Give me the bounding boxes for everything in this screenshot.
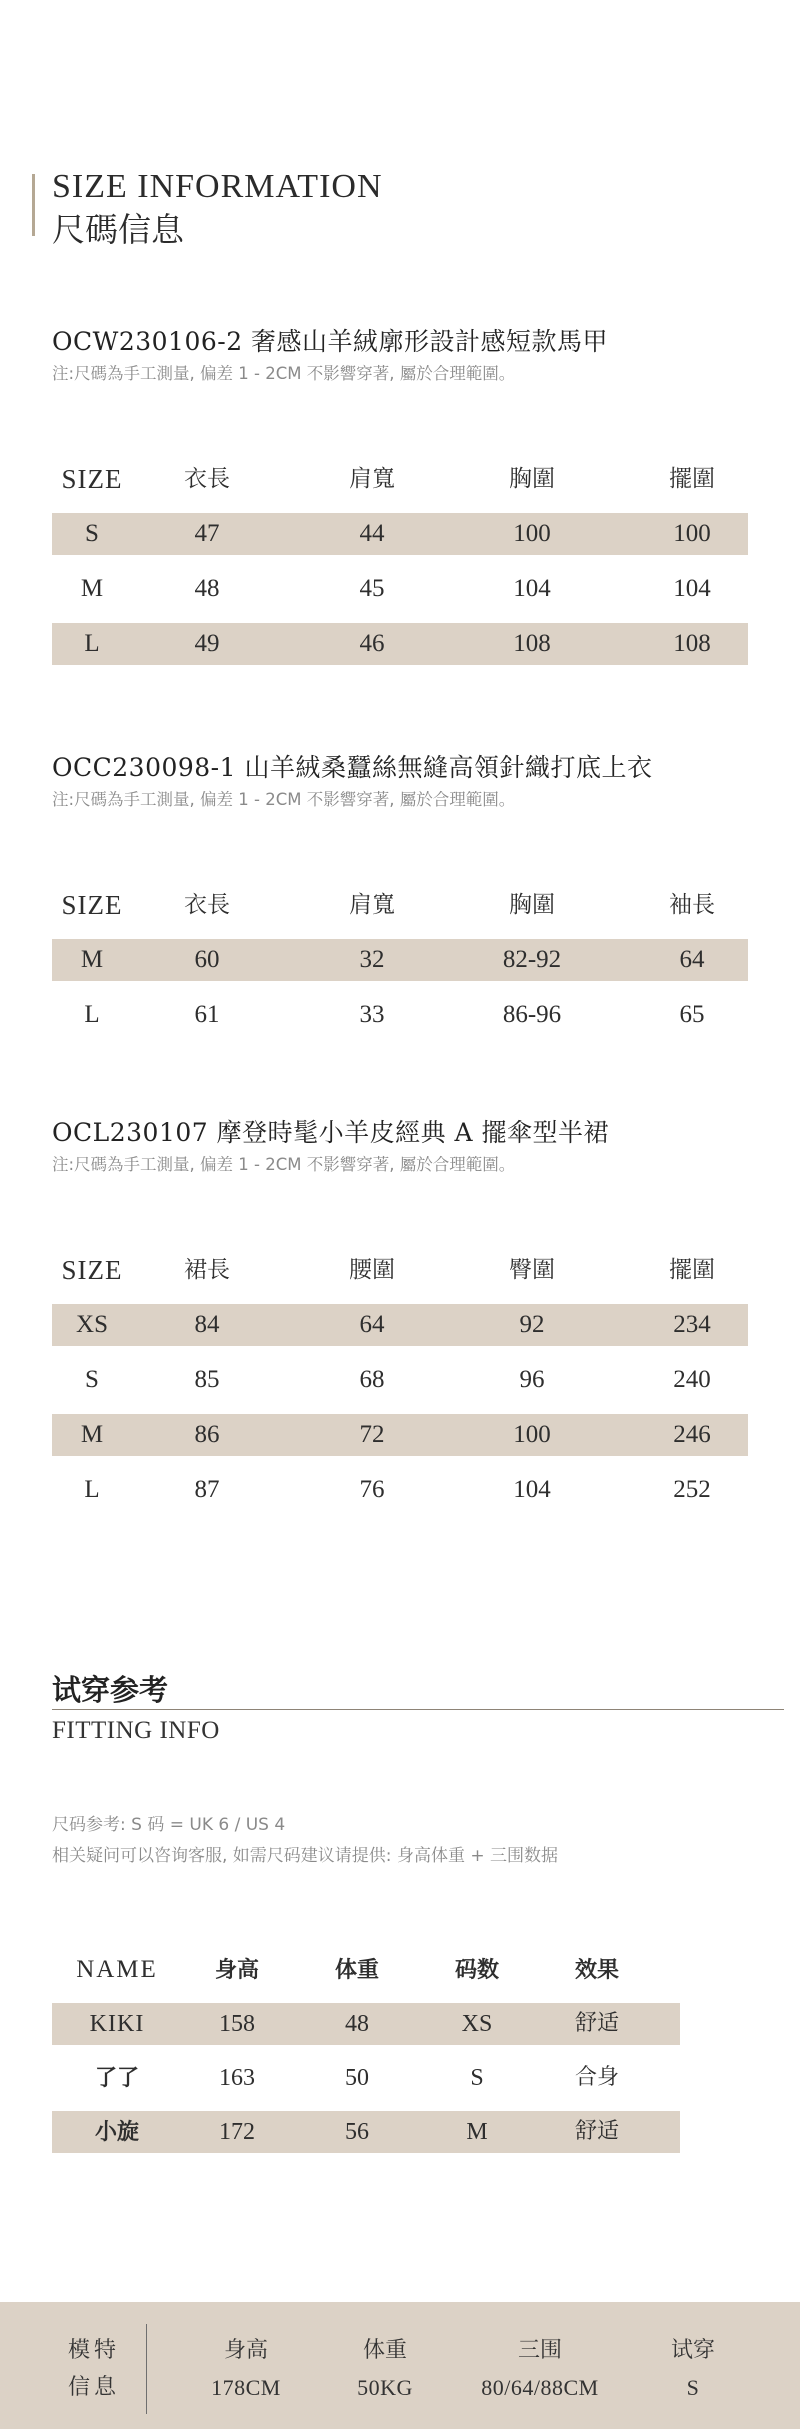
column-header: SIZE <box>61 1255 123 1285</box>
table-cell: 85 <box>194 1366 220 1393</box>
table-row <box>52 623 748 665</box>
table-row <box>52 568 748 610</box>
table-cell: M <box>80 946 104 973</box>
column-header: SIZE <box>61 890 123 920</box>
table-cell: M <box>80 1421 104 1448</box>
column-header: 臀圍 <box>509 1257 555 1283</box>
model-stat-value: 50KG <box>357 2375 413 2400</box>
column-header: 擺圍 <box>669 1257 715 1283</box>
table-row <box>52 513 748 555</box>
table-cell: L <box>84 1001 100 1028</box>
table-cell: 47 <box>194 520 220 547</box>
model-measurements <box>455 2332 625 2406</box>
table-cell: 104 <box>673 575 711 602</box>
table-cell: 64 <box>359 1311 385 1338</box>
column-header: 体重 <box>334 1957 379 1983</box>
table-cell: 82-92 <box>502 946 562 973</box>
table-cell: 了了 <box>94 2065 139 2091</box>
model-height <box>186 2332 306 2406</box>
table-row <box>52 1304 748 1346</box>
product-1-title: OCW230106-2 奢感山羊絨廓形設計感短款馬甲 <box>52 327 609 356</box>
table-cell: 92 <box>519 1311 545 1338</box>
model-stat-value: S <box>686 2375 700 2400</box>
model-stat-label: 体重 <box>362 2338 407 2363</box>
column-header: 袖長 <box>669 892 715 918</box>
fitting-table <box>52 1949 680 2153</box>
table-cell: 84 <box>194 1311 220 1338</box>
table-cell: 104 <box>513 575 551 602</box>
column-header: 肩寬 <box>349 892 395 918</box>
header-title-zh: 尺碼信息 <box>52 210 184 249</box>
table-cell: 33 <box>359 1001 385 1028</box>
table-row <box>52 994 748 1036</box>
table-row <box>52 2003 680 2045</box>
product-1-size-table <box>52 458 748 665</box>
column-header: 衣長 <box>184 466 230 492</box>
table-cell: 68 <box>359 1366 385 1393</box>
table-row <box>52 2111 680 2153</box>
fitting-header-row <box>52 1949 680 1991</box>
table-cell: XS <box>461 2011 493 2037</box>
table-cell: 104 <box>513 1476 551 1503</box>
column-header: 效果 <box>574 1957 619 1983</box>
table-row <box>52 1414 748 1456</box>
column-header: 胸圍 <box>509 892 555 918</box>
column-header: 肩寬 <box>349 466 395 492</box>
model-info-label-line1: 模特 <box>67 2338 120 2363</box>
column-header: SIZE <box>61 464 123 494</box>
fitting-title-zh: 试穿参考 <box>52 1673 169 1707</box>
fitting-help-text: 相关疑问可以咨询客服, 如需尺码建议请提供: 身高体重 + 三围数据 <box>52 1846 558 1866</box>
table-cell: 172 <box>219 2119 255 2145</box>
table-row <box>52 1359 748 1401</box>
table-header-row <box>52 884 748 926</box>
table-cell: 合身 <box>574 2065 619 2090</box>
table-cell: M <box>466 2119 488 2145</box>
model-info-label-line2: 信息 <box>67 2375 120 2400</box>
table-cell: 252 <box>673 1476 711 1503</box>
table-cell: 100 <box>513 1421 551 1448</box>
table-cell: 108 <box>513 630 551 657</box>
table-cell: 46 <box>359 630 385 657</box>
column-header: 裙長 <box>184 1257 230 1283</box>
table-cell: 45 <box>359 575 385 602</box>
fitting-divider <box>52 1709 784 1710</box>
table-cell: 小旋 <box>94 2119 139 2145</box>
table-cell: 87 <box>194 1476 220 1503</box>
table-cell: 44 <box>359 520 385 547</box>
table-cell: 100 <box>513 520 551 547</box>
header-title-en: SIZE INFORMATION <box>52 168 383 205</box>
table-cell: 86-96 <box>502 1001 562 1028</box>
table-header-row <box>52 458 748 500</box>
table-cell: 48 <box>345 2011 369 2037</box>
table-cell: 76 <box>359 1476 385 1503</box>
table-cell: S <box>85 1366 99 1393</box>
table-cell: KIKI <box>89 2011 145 2037</box>
table-cell: 86 <box>194 1421 220 1448</box>
table-row <box>52 1469 748 1511</box>
table-cell: 100 <box>673 520 711 547</box>
model-info-footer <box>0 2302 800 2429</box>
table-cell: S <box>470 2065 484 2091</box>
footer-divider <box>146 2324 147 2414</box>
table-cell: 158 <box>219 2011 255 2037</box>
product-3-title: OCL230107 摩登時髦小羊皮經典 A 擺傘型半裙 <box>52 1118 610 1147</box>
table-cell: 246 <box>673 1421 711 1448</box>
table-cell: 60 <box>194 946 220 973</box>
product-3-size-table <box>52 1249 748 1511</box>
column-header: 码数 <box>454 1957 499 1983</box>
table-cell: 108 <box>673 630 711 657</box>
table-row <box>52 2057 680 2099</box>
header-accent-bar <box>32 174 35 236</box>
column-header: 身高 <box>214 1957 259 1983</box>
model-stat-label: 三围 <box>517 2338 562 2363</box>
product-2-title: OCC230098-1 山羊絨桑蠶絲無縫高領針織打底上衣 <box>52 753 653 782</box>
column-header: 擺圍 <box>669 466 715 492</box>
size-reference: 尺码参考: S 码 = UK 6 / US 4 <box>52 1815 286 1835</box>
table-cell: 72 <box>359 1421 385 1448</box>
model-stat-label: 试穿 <box>670 2338 715 2363</box>
table-cell: 舒适 <box>574 2011 619 2036</box>
product-2-size-table <box>52 884 748 1036</box>
table-cell: 163 <box>219 2065 255 2091</box>
table-cell: 65 <box>679 1001 705 1028</box>
fitting-title-en: FITTING INFO <box>52 1717 220 1744</box>
product-1-note: 注:尺碼為手工測量, 偏差 1 - 2CM 不影響穿著, 屬於合理範圍。 <box>52 364 516 383</box>
table-cell: 50 <box>345 2065 369 2091</box>
table-cell: 49 <box>194 630 220 657</box>
column-header: 胸圍 <box>509 466 555 492</box>
table-cell: 240 <box>673 1366 711 1393</box>
table-cell: XS <box>76 1311 108 1338</box>
column-header: NAME <box>76 1956 158 1983</box>
table-cell: 舒适 <box>574 2119 619 2144</box>
product-2-note: 注:尺碼為手工測量, 偏差 1 - 2CM 不影響穿著, 屬於合理範圍。 <box>52 790 516 809</box>
table-cell: L <box>84 630 100 657</box>
model-stat-label: 身高 <box>223 2338 268 2363</box>
table-header-row <box>52 1249 748 1291</box>
table-cell: S <box>85 520 99 547</box>
table-cell: 96 <box>519 1366 545 1393</box>
product-3-note: 注:尺碼為手工測量, 偏差 1 - 2CM 不影響穿著, 屬於合理範圍。 <box>52 1155 516 1174</box>
table-cell: 56 <box>345 2119 369 2145</box>
table-row <box>52 939 748 981</box>
table-cell: M <box>80 575 104 602</box>
model-stat-value: 80/64/88CM <box>481 2375 599 2400</box>
table-cell: 64 <box>679 946 705 973</box>
column-header: 衣長 <box>184 892 230 918</box>
table-cell: 234 <box>673 1311 711 1338</box>
column-header: 腰圍 <box>349 1257 395 1283</box>
table-cell: L <box>84 1476 100 1503</box>
table-cell: 32 <box>359 946 385 973</box>
table-cell: 48 <box>194 575 220 602</box>
model-weight <box>330 2332 440 2406</box>
model-try-size <box>648 2332 738 2406</box>
table-cell: 61 <box>194 1001 220 1028</box>
model-info-label <box>64 2332 124 2406</box>
model-stat-value: 178CM <box>211 2375 281 2400</box>
